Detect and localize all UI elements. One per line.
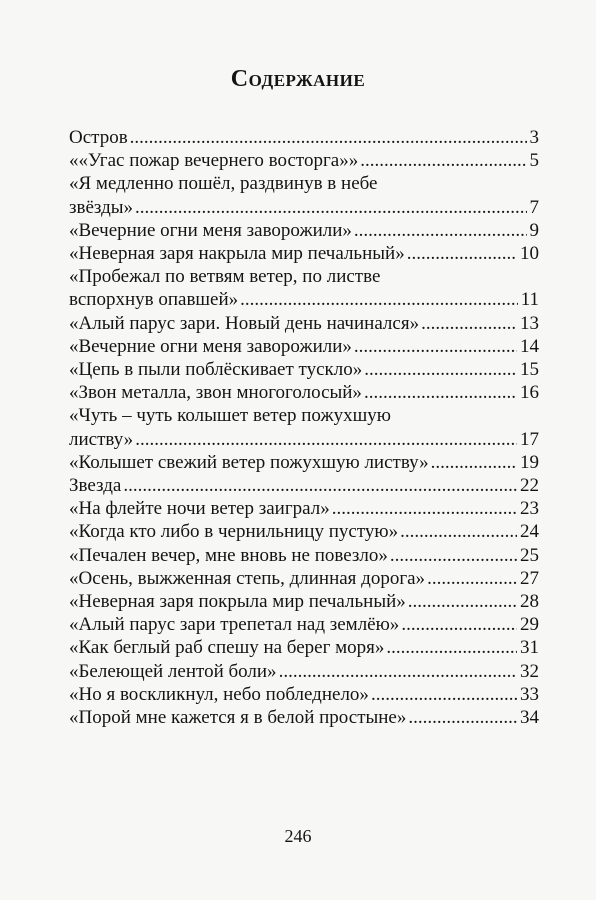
toc-entry-page: 10 — [520, 243, 539, 265]
toc-entry — [69, 544, 539, 567]
dot-leader — [240, 288, 518, 311]
toc-entry — [69, 149, 539, 172]
toc-entry-page: 5 — [529, 150, 539, 172]
toc-entry-row — [69, 497, 539, 520]
toc-entry-page: 15 — [520, 359, 539, 381]
toc-entry-title: «Вечерние огни меня заворожили» — [69, 335, 352, 357]
toc-entry-page: 32 — [520, 660, 539, 682]
toc-entry — [69, 312, 539, 335]
table-of-contents — [69, 126, 539, 729]
dot-leader — [360, 149, 526, 172]
toc-entry — [69, 335, 539, 358]
toc-entry-row — [69, 636, 539, 659]
dot-leader — [401, 613, 517, 636]
toc-entry-page: 33 — [520, 683, 539, 705]
toc-entry — [69, 590, 539, 613]
page-number: 246 — [284, 826, 312, 846]
toc-entry-title: «Порой мне кажется я в белой простыне» — [69, 707, 407, 729]
toc-entry-row — [69, 451, 539, 474]
toc-entry-row — [69, 520, 539, 543]
toc-entry-row — [69, 544, 539, 567]
dot-leader — [354, 219, 527, 242]
toc-entry-page: 28 — [520, 591, 539, 613]
page-title: Содержание — [230, 66, 366, 92]
dot-leader — [123, 474, 517, 497]
toc-entry-page: 22 — [520, 475, 539, 497]
toc-entry-title: «Как беглый раб спешу на берег моря» — [69, 637, 385, 659]
toc-entry-page: 14 — [520, 335, 539, 357]
toc-entry-row — [69, 474, 539, 497]
toc-entry — [69, 172, 539, 218]
toc-entry-title: Звезда — [69, 475, 122, 497]
dot-leader — [390, 544, 517, 567]
toc-entry — [69, 520, 539, 543]
toc-entry-row — [69, 335, 539, 358]
toc-entry-page: 13 — [520, 312, 539, 334]
toc-entry-row — [69, 196, 539, 219]
toc-entry-row — [69, 428, 539, 451]
toc-entry — [69, 219, 539, 242]
toc-entry — [69, 683, 539, 706]
toc-entry-row — [69, 358, 539, 381]
toc-entry — [69, 242, 539, 265]
toc-entry-title: «Вечерние огни меня заворожили» — [69, 219, 352, 241]
toc-entry — [69, 706, 539, 729]
toc-entry-page: 24 — [520, 521, 539, 543]
toc-entry-row — [69, 126, 539, 149]
dot-leader — [364, 381, 517, 404]
toc-entry-title: листву» — [69, 428, 134, 450]
dot-leader — [407, 242, 517, 265]
toc-entry-title: «Белеющей лентой боли» — [69, 660, 277, 682]
toc-entry-page: 29 — [520, 614, 539, 636]
toc-entry-title: «Осень, выжженная степь, длинная дорога» — [69, 567, 426, 589]
toc-entry-title: вспорхнув опавшей» — [69, 289, 239, 311]
dot-leader — [130, 126, 527, 149]
toc-entry — [69, 636, 539, 659]
toc-entry-page: 31 — [520, 637, 539, 659]
toc-entry-page: 25 — [520, 544, 539, 566]
dot-leader — [371, 683, 517, 706]
dot-leader — [364, 358, 517, 381]
toc-entry-title: «Алый парус зари трепетал над землёю» — [69, 614, 400, 636]
toc-entry-row — [69, 613, 539, 636]
dot-leader — [408, 706, 517, 729]
toc-entry-title: «Неверная заря покрыла мир печальный» — [69, 591, 406, 613]
toc-entry-page: 34 — [520, 707, 539, 729]
toc-entry — [69, 660, 539, 683]
toc-entry-title-line: «Чуть – чуть колышет ветер пожухшую — [69, 405, 391, 427]
toc-entry — [69, 497, 539, 520]
dot-leader — [386, 636, 517, 659]
toc-entry-title: ««Угас пожар вечернего восторга»» — [69, 150, 359, 172]
toc-entry — [69, 613, 539, 636]
toc-entry — [69, 451, 539, 474]
toc-entry-row — [69, 567, 539, 590]
toc-entry — [69, 381, 539, 404]
dot-leader — [279, 660, 517, 683]
toc-entry-page: 11 — [520, 289, 539, 311]
toc-entry-row — [69, 590, 539, 613]
toc-entry — [69, 567, 539, 590]
toc-entry-title: «Когда кто либо в чернильницу пустую» — [69, 521, 399, 543]
toc-entry — [69, 474, 539, 497]
toc-entry — [69, 358, 539, 381]
toc-entry-title-line: «Пробежал по ветвям ветер, по листве — [69, 266, 381, 288]
dot-leader — [431, 451, 517, 474]
toc-entry-row — [69, 288, 539, 311]
toc-entry — [69, 404, 539, 450]
dot-leader — [421, 312, 517, 335]
dot-leader — [427, 567, 517, 590]
dot-leader — [354, 335, 517, 358]
toc-entry-page: 9 — [529, 219, 539, 241]
toc-entry-row — [69, 312, 539, 335]
toc-entry-title: «Но я воскликнул, небо побледнело» — [69, 683, 369, 705]
toc-entry-title-line: «Я медленно пошёл, раздвинув в небе — [69, 173, 378, 195]
toc-entry-title: «Алый парус зари. Новый день начинался» — [69, 312, 420, 334]
toc-entry-row — [69, 242, 539, 265]
toc-entry-page: 23 — [520, 498, 539, 520]
toc-entry-title: «Неверная заря накрыла мир печальный» — [69, 243, 405, 265]
toc-entry-row — [69, 149, 539, 172]
toc-entry-page: 3 — [529, 127, 539, 148]
toc-entry-title: «Колышет свежий ветер пожухшую листву» — [69, 451, 429, 473]
toc-entry-page: 7 — [529, 196, 539, 218]
toc-entry-page: 17 — [520, 428, 539, 450]
dot-leader — [400, 520, 517, 543]
dot-leader — [135, 196, 526, 219]
dot-leader — [408, 590, 517, 613]
toc-entry-row — [69, 706, 539, 729]
toc-entry-title: «На флейте ночи ветер заиграл» — [69, 498, 330, 520]
toc-entry-row — [69, 381, 539, 404]
toc-entry-title: звёзды» — [69, 196, 134, 218]
toc-entry — [69, 265, 539, 311]
toc-entry-title: «Цепь в пыли поблёскивает тускло» — [69, 359, 363, 381]
toc-entry-page: 16 — [520, 382, 539, 404]
toc-entry-title: «Звон металла, звон многоголосый» — [69, 382, 362, 404]
toc-entry-page: 19 — [520, 451, 539, 473]
toc-entry-title: Остров — [69, 127, 128, 148]
toc-entry-row — [69, 683, 539, 706]
toc-entry-row — [69, 660, 539, 683]
dot-leader — [332, 497, 517, 520]
toc-entry — [69, 126, 539, 149]
toc-entry-row — [69, 219, 539, 242]
toc-entry-title: «Печален вечер, мне вновь не повезло» — [69, 544, 388, 566]
dot-leader — [135, 428, 517, 451]
toc-entry-page: 27 — [520, 567, 539, 589]
